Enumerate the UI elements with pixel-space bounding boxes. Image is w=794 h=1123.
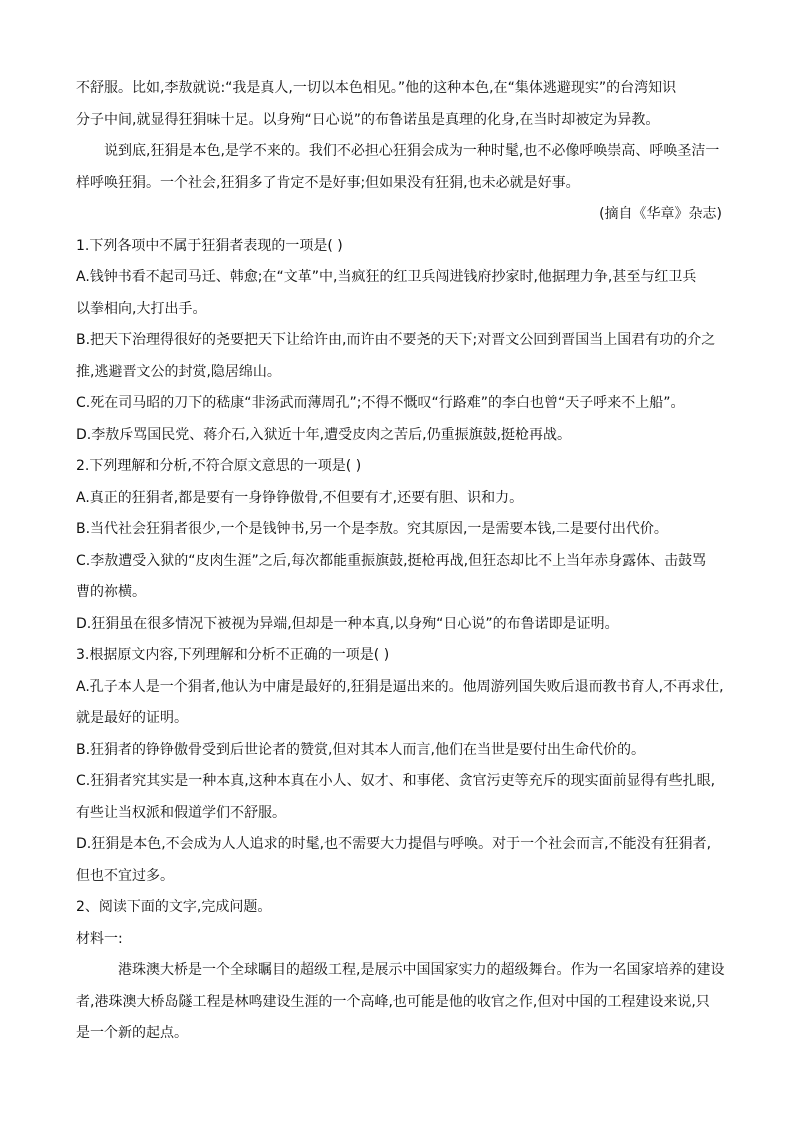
option-2b: B.当代社会狂狷者很少,一个是钱钟书,另一个是李敖。究其原因,一是需要本钱,二是要付出代价。 [76, 521, 668, 537]
option-1a-cont: 以拳相向,大打出手。 [76, 300, 207, 317]
option-1c: C.死在司马昭的刀下的嵇康“非汤武而薄周孔”;不得不慨叹“行路难”的李白也曾“天子呼来不上船”。 [76, 395, 685, 411]
option-3b: B.狂狷者的铮铮傲骨受到后世论者的赞赏,但对其本人而言,他们在当世是要付出生命代价的。 [76, 741, 645, 758]
option-2c-cont: 曹的祢横。 [76, 584, 146, 600]
passage-line: 说到底,狂狷是本色,是学不来的。我们不必担心狂狷会成为一种时髦,也不必像呼唤崇高、呼唤圣洁一 [104, 143, 720, 159]
option-2a: A.真正的狂狷者,都是要有一身铮铮傲骨,不但要有才,还要有胆、识和力。 [76, 489, 524, 506]
option-1b-cont: 推,逃避晋文公的封赏,隐居绵山。 [76, 363, 281, 380]
question-stem-2: 2.下列理解和分析,不符合原文意思的一项是( ) [76, 458, 362, 474]
question-stem-1: 1.下列各项中不属于狂狷者表现的一项是( ) [76, 237, 343, 254]
option-3a-cont: 就是最好的证明。 [76, 710, 188, 726]
passage-line: 不舒服。比如,李敖就说:“我是真人,一切以本色相见。”他的这种本色,在“集体逃避现实”的台湾知识 [76, 80, 677, 96]
option-1b: B.把天下治理得很好的尧要把天下让给许由,而许由不要尧的天下;对晋文公回到晋国当上国君有功的介之 [76, 332, 716, 348]
option-2d: D.狂狷虽在很多情况下被视为异端,但却是一种本真,以身殉“日心说”的布鲁诺即是证明。 [76, 615, 619, 632]
material-line: 是一个新的起点。 [76, 1025, 188, 1041]
document-page [76, 73, 725, 1050]
option-3d-cont: 但也不宜过多。 [76, 867, 174, 884]
option-3d: D.狂狷是本色,不会成为人人追求的时髦,也不需要大力提倡与呼唤。对于一个社会而言,不能没有狂狷者, [76, 836, 712, 852]
question-stem-3: 3.根据原文内容,下列理解和分析不正确的一项是( ) [76, 647, 390, 663]
option-3c-cont: 有些让当权派和假道学们不舒服。 [76, 804, 286, 821]
section-heading: 2、阅读下面的文字,完成问题。 [76, 899, 272, 915]
passage-source: (摘自《华章》杂志) [599, 206, 722, 222]
option-1a: A.钱钟书看不起司马迁、韩愈;在“文革”中,当疯狂的红卫兵闯进钱府抄家时,他据理力争,甚至与红卫兵 [76, 269, 697, 285]
option-1d: D.李敖斥骂国民党、蒋介石,入狱近十年,遭受皮肉之苦后,仍重振旗鼓,挺枪再战。 [76, 426, 572, 443]
passage-line: 分子中间,就显得狂狷味十足。以身殉“日心说”的布鲁诺虽是真理的化身,在当时却被定为异教。 [76, 111, 660, 128]
option-2c: C.李敖遭受入狱的“皮肉生涯”之后,每次都能重振旗鼓,挺枪再战,但狂态却比不上当年赤身露体、击鼓骂 [76, 552, 707, 569]
option-3a: A.孔子本人是一个狷者,他认为中庸是最好的,狂狷是逼出来的。他周游列国失败后退而教书育人,不再求仕, [76, 678, 724, 695]
passage-line: 样呼唤狂狷。一个社会,狂狷多了肯定不是好事;但如果没有狂狷,也未必就是好事。 [76, 174, 580, 191]
material-line: 者,港珠澳大桥岛隧工程是林鸣建设生涯的一个高峰,也可能是他的收官之作,但对中国的工程建设来说,只 [76, 993, 710, 1010]
option-3c: C.狂狷者究其实是一种本真,这种本真在小人、奴才、和事佬、贪官污吏等充斥的现实面前显得有些扎眼, [76, 773, 716, 789]
material-label: 材料一: [76, 930, 123, 947]
material-line: 港珠澳大桥是一个全球瞩目的超级工程,是展示中国国家实力的超级舞台。作为一名国家培养的建设 [118, 962, 725, 978]
